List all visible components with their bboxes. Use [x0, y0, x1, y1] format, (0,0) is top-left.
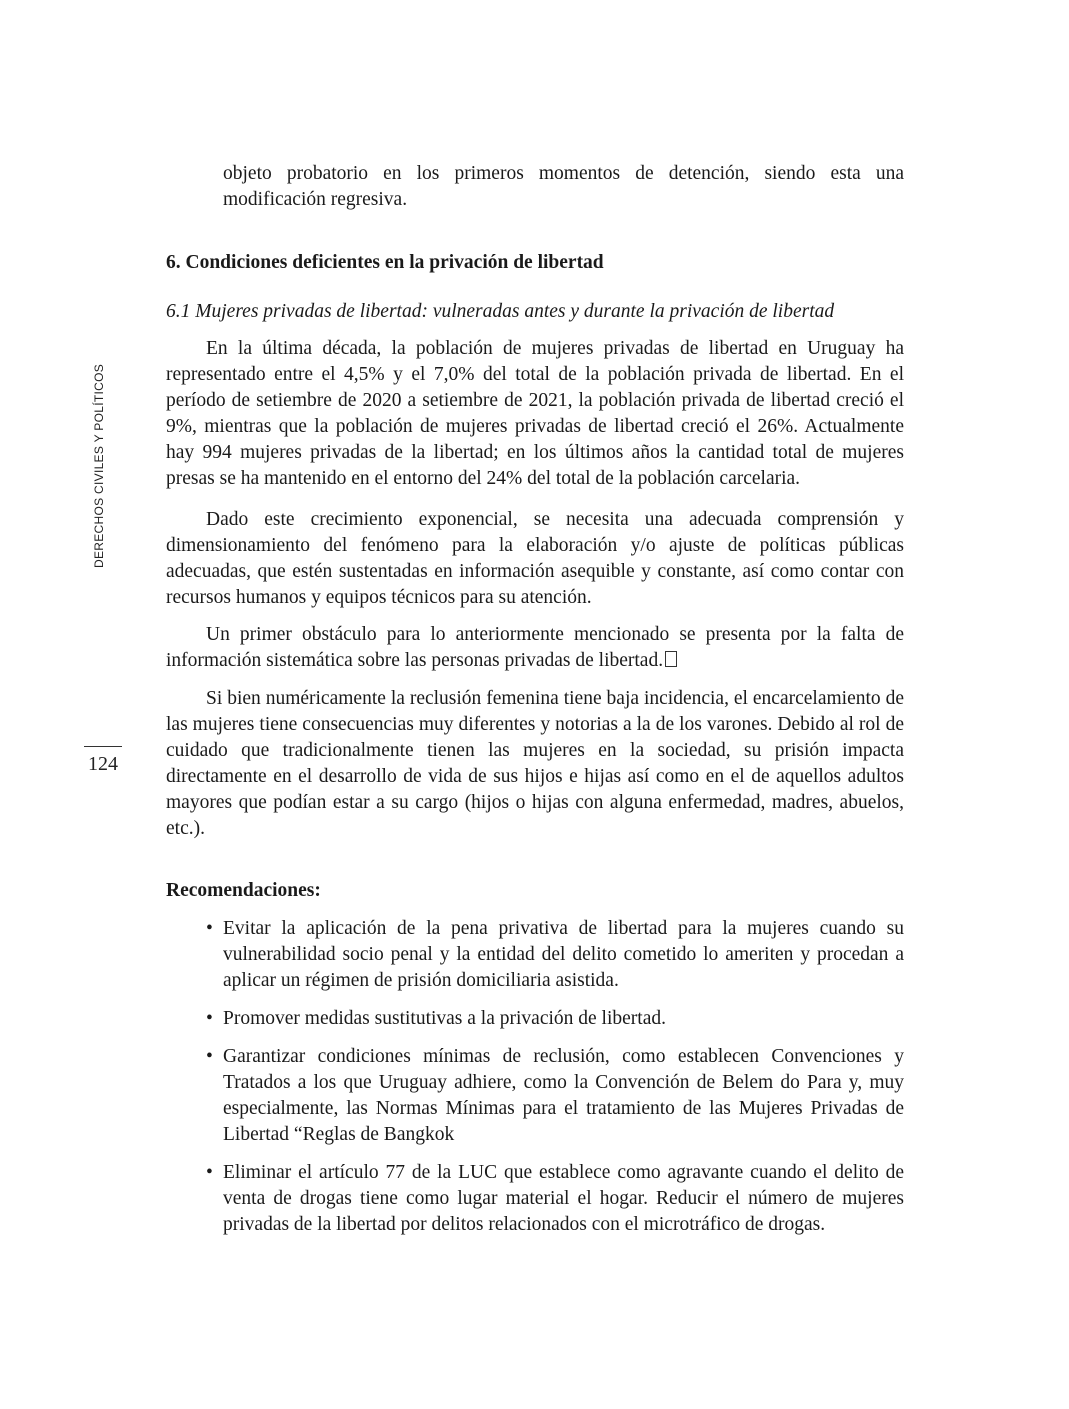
list-item: [166, 1160, 904, 1238]
footnote-marker-glyph: [665, 651, 677, 667]
list-item-text: Eliminar el artículo 77 de la LUC que establece como agravante cuando el delito de venta de drogas tiene como lugar material el hogar. Reducir el número de mujeres privadas de la libertad por delitos relacionados con el microtráfico de drogas.: [223, 1162, 904, 1235]
body-paragraph: [166, 622, 904, 674]
page-number: 124: [84, 746, 122, 776]
recommendations-heading: Recomendaciones:: [166, 880, 321, 901]
list-item: [166, 1006, 904, 1032]
recommendations-list-block: [166, 916, 904, 1238]
body-paragraph: Dado este crecimiento exponencial, se necesita una adecuada comprensión y dimensionamiento del fenómeno para la elaboración y/o ajuste de políticas públicas adecuadas, que estén sustentadas en información asequible y constante, así como contar con recursos humanos y equipos técnicos para su atención.: [166, 509, 904, 608]
section-heading-block: [166, 250, 904, 276]
recommendations-list: [166, 916, 904, 1238]
running-head: DERECHOS CIVILES Y POLÍTICOS: [92, 363, 106, 569]
body-paragraph: Si bien numéricamente la reclusión femenina tiene baja incidencia, el encarcelamiento de las mujeres tiene consecuencias muy diferentes y notorias a la de los varones. Debido al rol de cuidado que tradicionalmente tienen las mujeres en la sociedad, su prisión impacta directamente en el desarrollo de vida de sus hijos e hijas así como en el de aquellos adultos mayores que podían estar a su cargo (hijos o hijas con alguna enfermedad, madres, abuelos, etc.).: [166, 688, 904, 839]
subsection-heading: 6.1 Mujeres privadas de libertad: vulneradas antes y durante la privación de libertad: [166, 301, 835, 322]
subsection-heading-block: [166, 299, 904, 325]
body-paragraph-text: Un primer obstáculo para lo anteriormente mencionado se presenta por la falta de información sistemática sobre las personas privadas de libertad.: [166, 624, 904, 671]
lead-paragraph-block: [223, 161, 904, 213]
list-item: [166, 916, 904, 994]
bullet-icon: •: [206, 1008, 213, 1029]
recommendations-heading-block: [166, 878, 904, 904]
body-paragraph-4-block: [166, 686, 904, 842]
list-item-text: Garantizar condiciones mínimas de reclusión, como establecen Convenciones y Tratados a los que Uruguay adhiere, como la Convención de Belem do Para y, muy especialmente, las Normas Mínimas para el tratamiento de las Mujeres Privadas de Libertad “Reglas de Bangkok: [223, 1046, 904, 1145]
lead-paragraph: objeto probatorio en los primeros momentos de detención, siendo esta una modificación regresiva.: [223, 163, 904, 210]
body-paragraph-1-block: [166, 336, 904, 492]
bullet-icon: •: [206, 1162, 213, 1183]
list-item: [166, 1044, 904, 1148]
list-item-text: Promover medidas sustitutivas a la privación de libertad.: [223, 1008, 666, 1029]
section-heading: 6. Condiciones deficientes en la privación de libertad: [166, 252, 604, 273]
body-paragraph-3-block: [166, 622, 904, 674]
list-item-text: Evitar la aplicación de la pena privativa de libertad para la mujeres cuando su vulnerabilidad socio penal y la entidad del delito cometido lo ameriten y procedan a aplicar un régimen de prisión domiciliaria asistida.: [223, 918, 904, 991]
bullet-icon: •: [206, 918, 213, 939]
body-paragraph-2-block: [166, 507, 904, 611]
bullet-icon: •: [206, 1046, 213, 1067]
body-paragraph: En la última década, la población de mujeres privadas de libertad en Uruguay ha representado entre el 4,5% y el 7,0% del total de la población privada de libertad. En el período de setiembre de 2020 a setiembre de 2021, la población privada de libertad creció el 9%, mientras que la población de mujeres privadas de libertad creció el 26%. Actualmente hay 994 mujeres privadas de la libertad; en los últimos años la cantidad total de mujeres presas se ha mantenido en el entorno del 24% del total de la población carcelaria.: [166, 338, 904, 489]
